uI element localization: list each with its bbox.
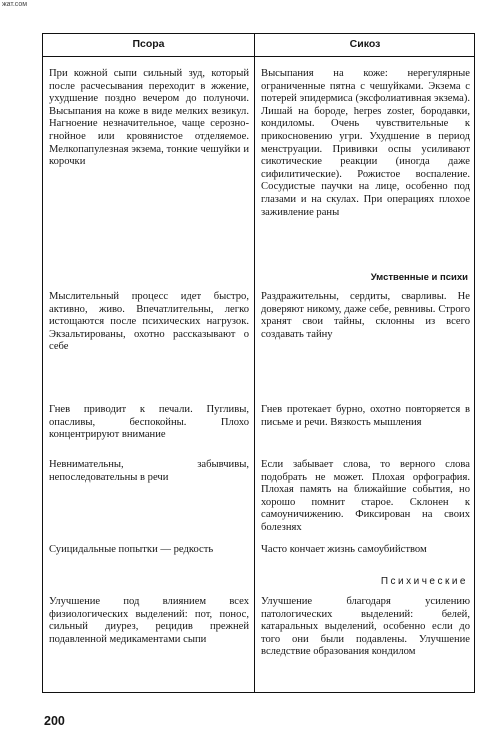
- row-memory-sycosis: Если забывает слова, то верного слова подобрать не может. Плохая орфография. Плохая память на ближайшие события, но хорошо помнит старое. Склонен к самоуничижению. Фиксирован на своих болезнях: [261, 459, 470, 533]
- row-skin-psora: При кожной сыпи сильный зуд, который после расчесывания переходит в жжение, ухудшение поздно вечером до полуночи. Высыпания на коже в виде мелких везикул. Нагноение незначительное, чаще серозно-гнойное или кровянистое отделяемое. Мелкопапулезная экзема, тонкие чешуйки и корочки: [49, 68, 249, 168]
- row-suicide-psora: Суицидальные попытки — редкость: [49, 544, 214, 555]
- row-suicide-sycosis: Часто кончает жизнь самоубийством: [261, 544, 427, 555]
- section-psychic-heading: Психические: [380, 576, 468, 587]
- row-skin-sycosis: Высыпания на коже: нерегулярные ограниченные пятна с чешуйками. Экзема с потерей эпидермиса (эксфолиативная экзема). Лишай на бороде, herpes zoster, бородавки, кондиломы. Очень чувствительные к прикосновению угри. Ухудшение в период менструации. Прививки оспы усиливают сикотические реакции (иногда даже сифилитические). Рожистое воспаление. Сосудистые паучки на лице, особенно под глазами и на скулах. При операциях плохое заживление раны: [261, 68, 470, 218]
- header-sycosis: Сикоз: [349, 38, 381, 50]
- row-anger-sycosis: Гнев протекает бурно, охотно повторяется в письме и речи. Вязкость мышления: [261, 404, 470, 428]
- row-memory-psora: Невнимательны, забывчивы, непоследовательны в речи: [49, 459, 249, 483]
- row-anger-psora: Гнев приводит к печали. Пугливы, опасливы, беспокойны. Плохо концентрируют внимание: [49, 404, 249, 441]
- section-mental-heading: Умственные и психи: [370, 272, 468, 283]
- row-discharge-psora: Улучшение под влиянием всех физиологических выделений: пот, понос, сильный диурез, рецидив прежней подавленной медикаментами сыпи: [49, 596, 249, 645]
- comparison-table: [42, 33, 475, 693]
- header-psora: Псора: [132, 38, 165, 50]
- column-divider: [254, 34, 255, 692]
- row-discharge-sycosis: Улучшение благодаря усилению патологических выделений: белей, катаральных выделений, особенно если до того они были подавлены. Улучшение вследствие образования кондилом: [261, 596, 470, 658]
- watermark-text: жат.сом: [2, 1, 28, 8]
- page-number: 200: [44, 714, 65, 728]
- row-thinking-sycosis: Раздражительны, сердиты, сварливы. Не доверяют никому, даже себе, ревнивы. Строго хранят свои тайны, склонны из всего создавать тайну: [261, 291, 470, 340]
- header-divider: [43, 56, 474, 57]
- row-thinking-psora: Мыслительный процесс идет быстро, активно, живо. Впечатлительны, легко истощаются после психических нагрузок. Экзальтированы, охотно рассказывают о себе: [49, 291, 249, 353]
